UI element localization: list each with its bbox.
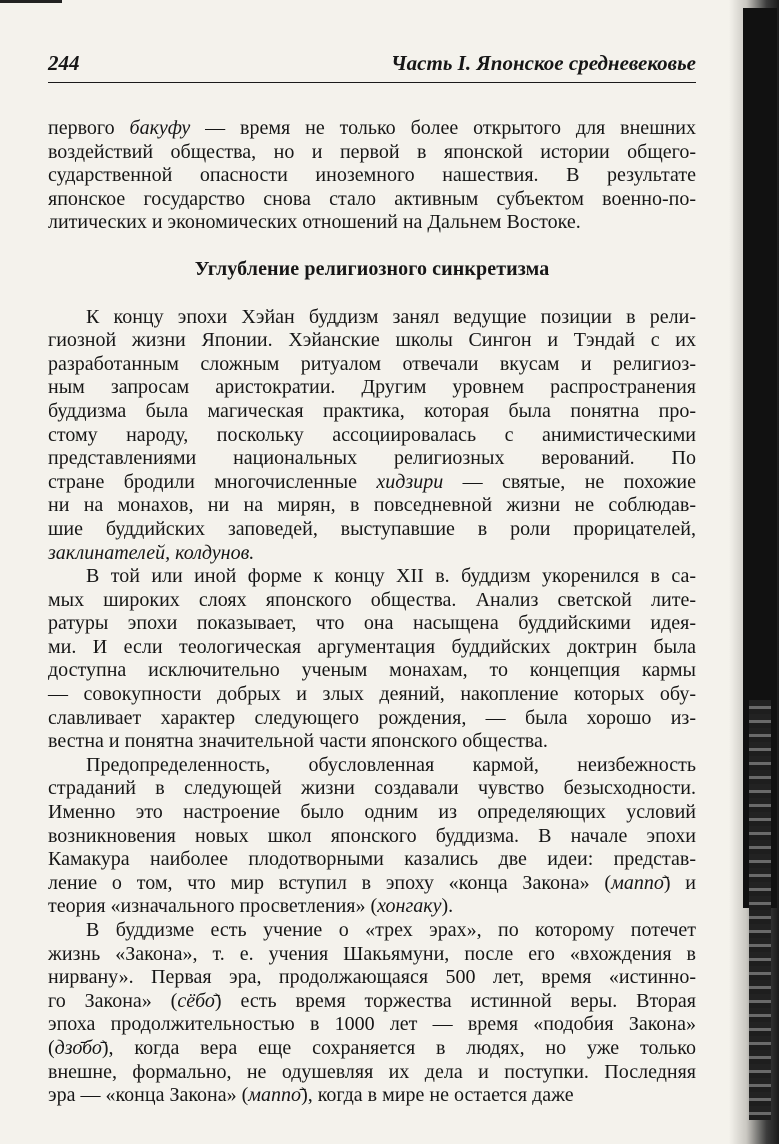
text-line [48, 848, 696, 872]
text-run: эпоха продолжительностью в 1000 лет — время «подобия Закона» [48, 1013, 696, 1036]
text-line [48, 211, 696, 235]
text-line [48, 1084, 696, 1108]
paragraph [48, 754, 696, 919]
paragraph [48, 306, 696, 566]
text-run: эра — «конца Закона» ( [48, 1084, 249, 1107]
italic-term: заклинателей, колдунов. [48, 541, 255, 564]
text-run: ) есть время торжества истинной веры. Вторая [214, 989, 696, 1012]
text-run: воздействий общества, но и первой в японской истории общего- [48, 140, 696, 163]
paragraph [48, 919, 696, 1108]
text-run: буддизма была магическая практика, которая была понятна про- [48, 399, 696, 422]
text-line [48, 164, 696, 188]
text-line [48, 424, 696, 448]
text-run: теория «изначального просветления» ( [48, 895, 378, 918]
paragraph [48, 565, 696, 754]
text-run: Именно это настроение было одним из определяющих условий [48, 801, 696, 824]
text-line [48, 683, 696, 707]
text-run: ление о том, что мир вступил в эпоху «конца Закона» ( [48, 871, 612, 894]
text-run: В той или иной форме к концу XII в. буддизм укоренился в са- [86, 565, 696, 588]
text-line [48, 754, 696, 778]
text-line [48, 895, 696, 919]
text-run: возникновения новых школ японского буддизма. В начале эпохи [48, 824, 696, 847]
italic-term: маппо̄ [611, 871, 664, 894]
text-line [48, 825, 696, 849]
text-line [48, 990, 696, 1014]
text-line [48, 518, 696, 542]
text-line [48, 943, 696, 967]
text-run: стому народу, поскольку ассоциировалась с анимистическими [48, 423, 696, 446]
text-run: ми. И если теологическая аргументация буддийских доктрин была [48, 635, 696, 658]
text-line [48, 117, 696, 141]
text-line [48, 659, 696, 683]
section-heading: Углубление религиозного синкретизма [194, 257, 550, 280]
text-line [48, 471, 696, 495]
text-run: ( [48, 1036, 55, 1059]
body-text [48, 117, 696, 1108]
text-run: доступна исключительно ученым монахам, то концепция кармы [48, 659, 696, 682]
text-run: сударственной опасности иноземного нашествия. В результате [48, 164, 696, 187]
text-line [48, 447, 696, 471]
page-number: 244 [48, 51, 80, 75]
text-run: нирвану». Первая эра, продолжающаяся 500 лет, время «истинно- [48, 966, 696, 989]
text-line [48, 801, 696, 825]
text-line [48, 589, 696, 613]
text-run: мых широких слоях японского общества. Анализ светской лите- [48, 588, 696, 611]
text-line [48, 1037, 696, 1061]
top-edge-mark [0, 0, 62, 3]
text-run: Камакура наиболее плодотворными казались две идеи: представ- [48, 848, 696, 871]
text-line [48, 400, 696, 424]
italic-term: сёбо̄ [177, 989, 215, 1012]
text-run: ) и [663, 871, 696, 894]
text-run: К концу эпохи Хэйан буддизм занял ведущие позиции в рели- [86, 305, 696, 328]
text-run: вестна и понятна значительной части японского общества. [48, 730, 548, 753]
italic-term: бакуфу [129, 117, 191, 139]
text-run: ), когда в мире не остается даже [301, 1084, 574, 1107]
text-run: Предопределенность, обусловленная кармой, неизбежность [86, 753, 696, 776]
paragraph [48, 117, 696, 235]
text-run: ), когда вера еще сохраняется в людях, но уже только [101, 1036, 696, 1059]
header-rule [48, 82, 696, 83]
running-head: Часть I. Японское средневековье [390, 51, 696, 75]
text-line [48, 730, 696, 754]
text-line [48, 376, 696, 400]
text-line [48, 777, 696, 801]
text-line [48, 141, 696, 165]
text-line [48, 966, 696, 990]
text-run: жизнь «Закона», т. е. учения Шакьямуни, после его «вхождения в [48, 942, 696, 965]
text-run: славливает характер следующего рождения, — была хорошо из- [48, 706, 696, 729]
text-run: ратуры эпохи показывает, что она насыщена буддийскими идея- [48, 612, 696, 635]
text-run: представлениями национальных религиозных верований. По [48, 447, 696, 470]
text-line [48, 306, 696, 330]
text-line [48, 707, 696, 731]
text-run: первого [48, 117, 130, 139]
text-line [48, 919, 696, 943]
text-line [48, 1061, 696, 1085]
text-run: стране бродили многочисленные [48, 470, 377, 493]
text-run: В буддизме есть учение о «трех эрах», по которому потечет [86, 919, 696, 941]
text-line [48, 188, 696, 212]
text-line [48, 329, 696, 353]
text-run: ным запросам аристократии. Другим уровнем распространения [48, 376, 696, 399]
text-line [48, 353, 696, 377]
text-run: страданий в следующей жизни создавали чувство безысходности. [48, 777, 696, 800]
text-line [48, 1013, 696, 1037]
italic-term: хонгаку [377, 895, 442, 918]
scan-edge-binding-lower [749, 700, 771, 1120]
italic-term: маппо̄ [248, 1084, 302, 1107]
text-line [48, 494, 696, 518]
text-line [48, 565, 696, 589]
text-run: ни на монахов, ни на мирян, в повседневной жизни не соблюдав- [48, 494, 696, 517]
text-run: внешне, формально, не одушевляя их дела и поступки. Последняя [48, 1060, 696, 1083]
text-run: — совокупности добрых и злых деяний, накопление которых обу- [48, 683, 696, 706]
text-run: гиозной жизни Японии. Хэйанские школы Сингон и Тэндай с их [48, 329, 696, 352]
text-line [48, 872, 696, 896]
text-run: японское государство снова стало активным субъектом военно-по- [48, 187, 696, 210]
text-run: разработанным сложным ритуалом отвечали вкусам и религиоз- [48, 352, 696, 375]
text-run: — время не только более открытого для внешних [190, 117, 696, 139]
text-line [48, 612, 696, 636]
text-line [48, 636, 696, 660]
text-run: го Закона» ( [48, 989, 178, 1012]
text-run: — святые, не похожие [443, 470, 697, 493]
italic-term: дзо̄бо̄ [54, 1036, 102, 1059]
italic-term: хидзири [376, 470, 444, 493]
text-run: шие буддийских заповедей, выступавшие в роли прорицателей, [48, 517, 696, 540]
text-line [48, 542, 696, 566]
text-run: ). [441, 895, 454, 918]
text-run: литических и экономических отношений на Дальнем Востоке. [48, 211, 581, 234]
page-header [48, 51, 696, 85]
